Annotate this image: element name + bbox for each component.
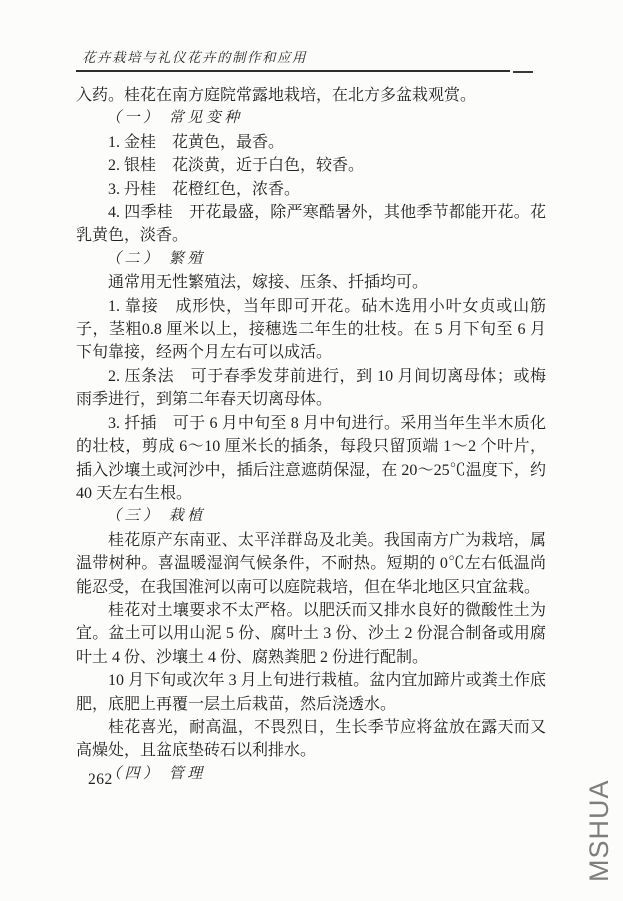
header-rule xyxy=(76,70,510,72)
paragraph: 10 月下旬或次年 3 月上旬进行栽植。盆内宜加蹄片或粪土作底肥，底肥上再覆一层土后栽苗，然后浇透水。 xyxy=(76,672,546,713)
page-number: 262 xyxy=(88,771,113,788)
section-heading: （二） 繁殖 xyxy=(106,250,206,267)
list-item: 1. 靠接 成形快，当年即可开花。砧木选用小叶女贞或山筋子，茎粗0.8 厘米以上，接穗选二年生的壮枝。在 5 月下旬至 6 月下旬靠接，经两个月左右可以成活。 xyxy=(76,297,546,362)
section-heading: （一） 常见变种 xyxy=(106,110,243,127)
header-rule-dash xyxy=(513,71,533,73)
list-item: 3. 扦插 可于 6 月中旬至 8 月中旬进行。采用当年生半木质化的壮枝，剪成 6～10 厘米长的插条，每段只留顶端 1～2 个叶片，插入沙壤土或河沙中，插后注意遮荫保湿，在 20～25℃温度下，约 40 天左右生根。 xyxy=(76,414,546,502)
watermark-text: MSHUA xyxy=(584,779,614,882)
list-item: 2. 压条法 可于春季发芽前进行，到 10 月间切离母体；或梅雨季进行，到第二年春天切离母体。 xyxy=(76,367,546,409)
paragraph: 桂花对土壤要求不太严格。以肥沃而又排水良好的微酸性土为宜。盆土可以用山泥 5 份、腐叶土 3 份、沙土 2 份混合制备或用腐叶土 4 份、沙壤土 4 份、腐熟粪肥 2 份进行配制。 xyxy=(76,601,546,666)
paragraph: 桂花喜光，耐高温，不畏烈日，生长季节应将盆放在露天而又高燥处，且盆底垫砖石以利排水。 xyxy=(76,718,546,760)
paragraph: 入药。桂花在南方庭院常露地栽培，在北方多盆栽观赏。 xyxy=(76,87,477,104)
running-header: 花卉栽培与礼仪花卉的制作和应用 xyxy=(82,50,307,65)
page-body-text xyxy=(76,84,546,786)
section-heading: （四） 管理 xyxy=(106,765,206,782)
paragraph: 通常用无性繁殖法，嫁接、压条、扦插均可。 xyxy=(108,274,429,292)
section-heading: （三） 栽植 xyxy=(106,508,206,525)
list-item: 4. 四季桂 开花最盛，除严寒酷暑外，其他季节都能开花。花乳黄色，淡香。 xyxy=(76,204,546,245)
list-item: 2. 银桂 花淡黄，近于白色，较香。 xyxy=(108,157,365,175)
list-item: 1. 金桂 花黄色，最香。 xyxy=(108,133,285,151)
list-item: 3. 丹桂 花橙红色，浓香。 xyxy=(108,180,301,198)
paragraph: 桂花原产东南亚、太平洋群岛及北美。我国南方广为栽培，属温带树种。喜温暖湿润气候条件，不耐热。短期的 0℃左右低温尚能忍受，在我国淮河以南可以庭院栽培，但在华北地区只宜盆栽。 xyxy=(76,531,546,596)
